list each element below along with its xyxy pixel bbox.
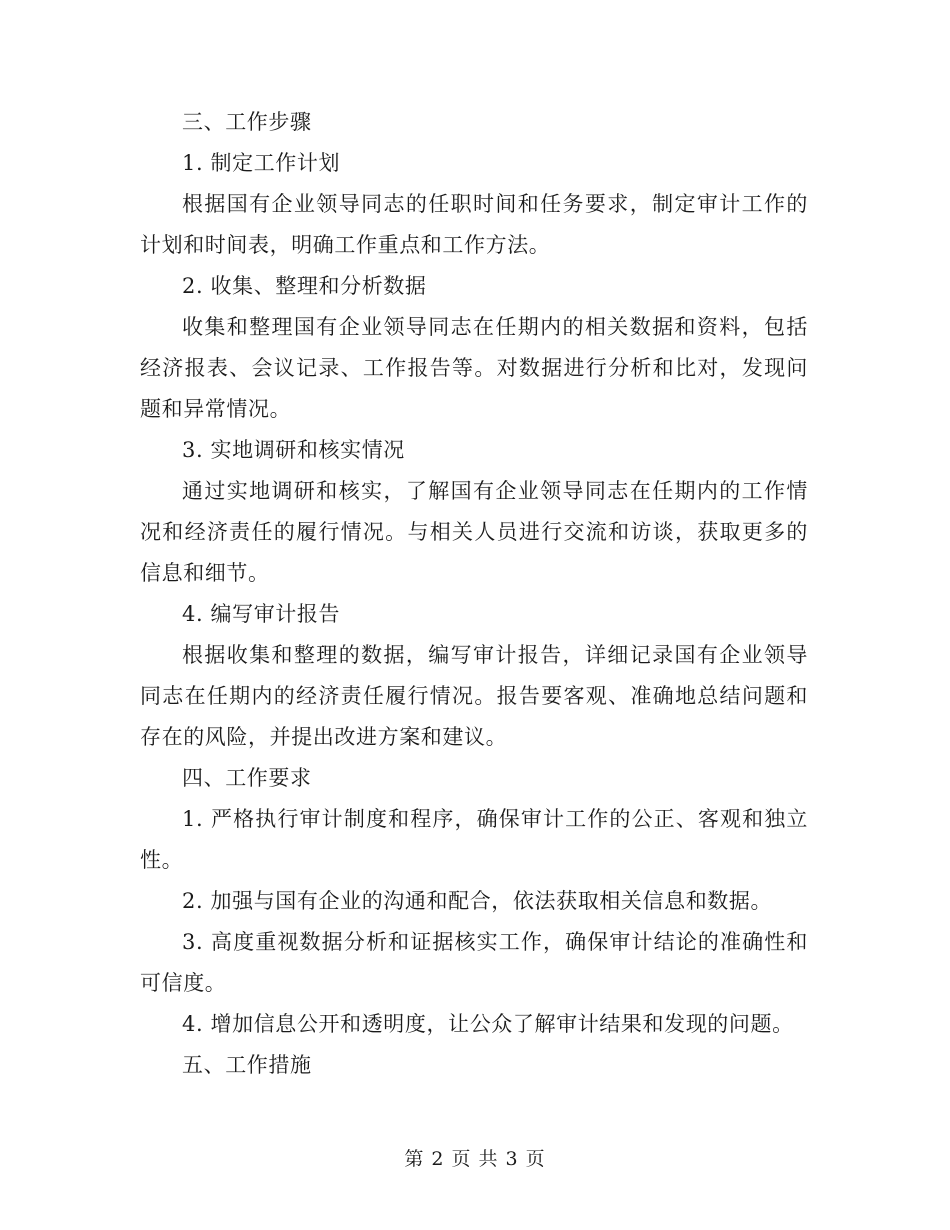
document-body [140, 102, 808, 1086]
section-heading-work-measures: 五、工作措施 [182, 1053, 312, 1077]
page-number-footer: 第 2 页 共 3 页 [404, 1148, 546, 1170]
section-heading-work-steps: 三、工作步骤 [182, 110, 312, 134]
requirement-item: 3. 高度重视数据分析和证据核实工作，确保审计结论的准确性和可信度。 [140, 930, 808, 995]
body-paragraph: 收集和整理国有企业领导同志在任期内的相关数据和资料，包括经济报表、会议记录、工作报告等。对数据进行分析和比对，发现问题和异常情况。 [140, 315, 808, 421]
body-paragraph: 通过实地调研和核实，了解国有企业领导同志在任期内的工作情况和经济责任的履行情况。与相关人员进行交流和访谈，获取更多的信息和细节。 [140, 479, 808, 585]
section-heading-work-requirements: 四、工作要求 [182, 766, 312, 790]
body-paragraph: 根据国有企业领导同志的任职时间和任务要求，制定审计工作的计划和时间表，明确工作重点和工作方法。 [140, 192, 808, 257]
requirement-item: 1. 严格执行审计制度和程序，确保审计工作的公正、客观和独立性。 [140, 807, 808, 872]
step-heading-field-research: 3. 实地调研和核实情况 [182, 438, 405, 462]
requirement-item: 4. 增加信息公开和透明度，让公众了解审计结果和发现的问题。 [182, 1012, 794, 1036]
step-heading-make-plan: 1. 制定工作计划 [182, 151, 341, 175]
step-heading-write-report: 4. 编写审计报告 [182, 602, 341, 626]
body-paragraph: 根据收集和整理的数据，编写审计报告，详细记录国有企业领导同志在任期内的经济责任履行情况。报告要客观、准确地总结问题和存在的风险，并提出改进方案和建议。 [140, 643, 808, 749]
step-heading-collect-data: 2. 收集、整理和分析数据 [182, 274, 427, 298]
requirement-item: 2. 加强与国有企业的沟通和配合，依法获取相关信息和数据。 [182, 889, 773, 913]
